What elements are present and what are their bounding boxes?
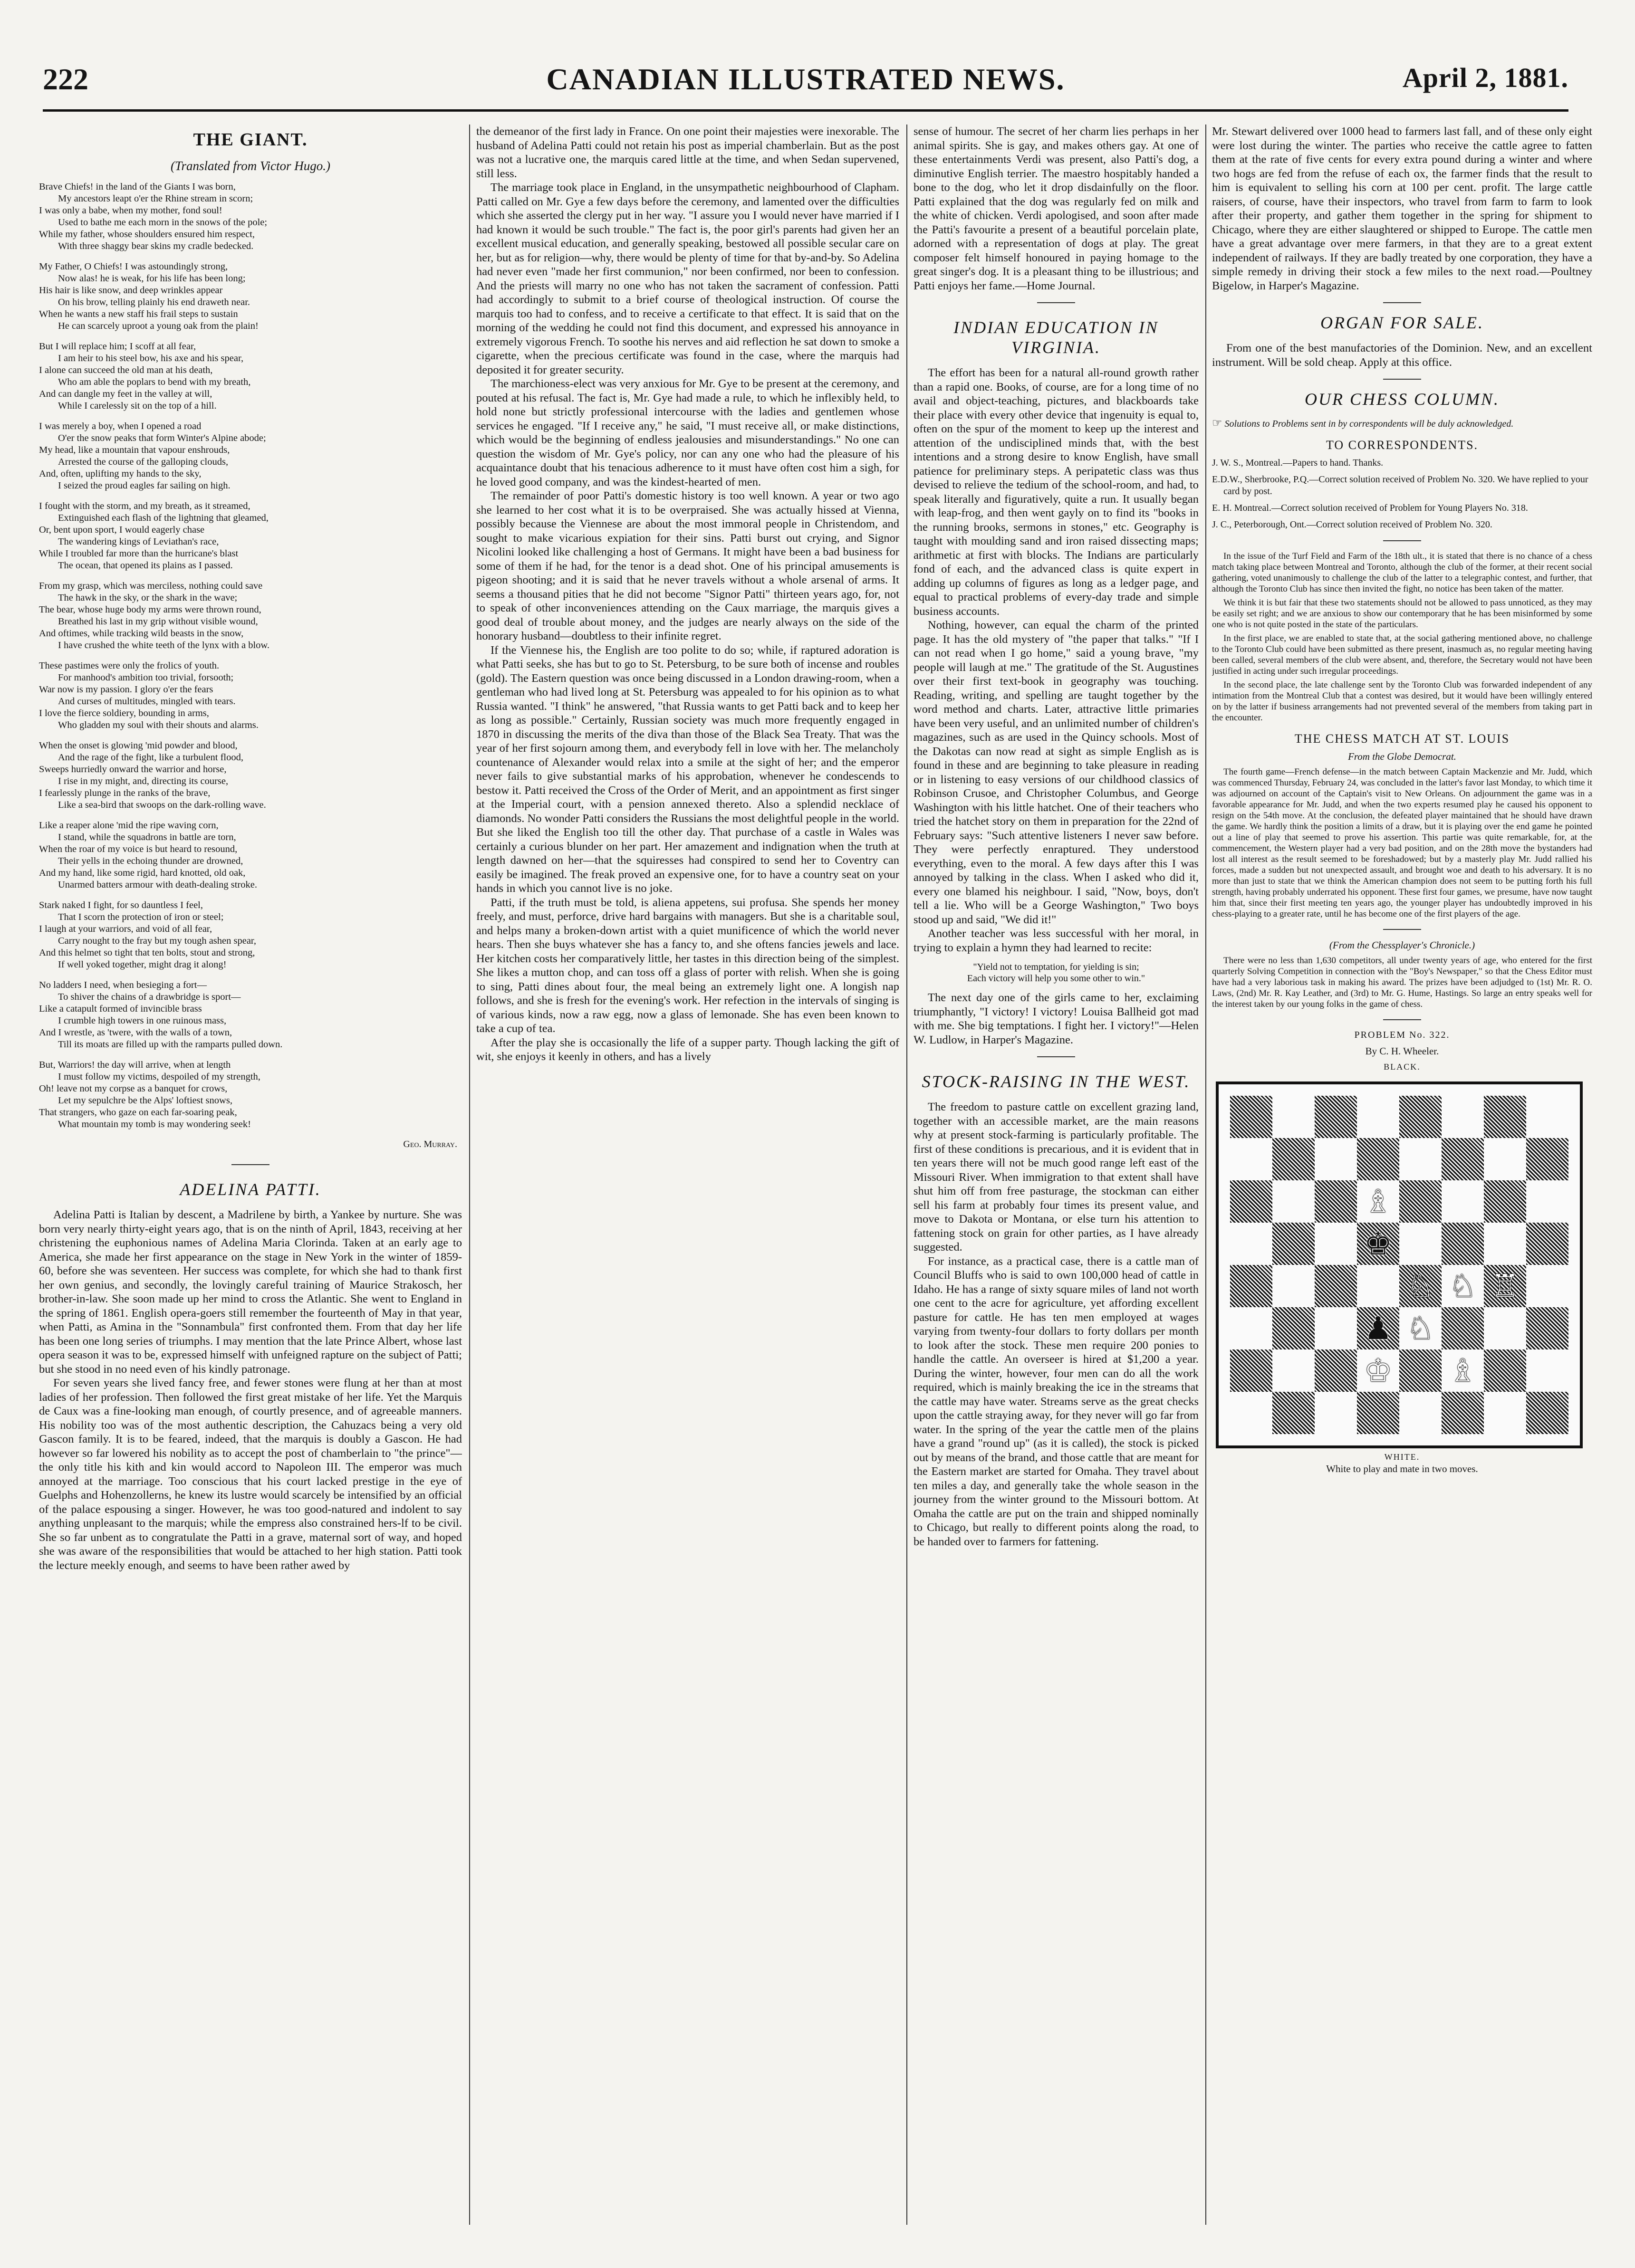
poem-line: When he wants a new staff his frail steps to sustain [39,309,238,319]
board-square-e5 [1399,1223,1442,1265]
separator [1037,1056,1075,1057]
board-square-f3 [1442,1307,1484,1349]
poem-line: My head, like a mountain that vapour enshrouds, [39,445,230,455]
chess-piece: ♘ [1406,1268,1435,1304]
match-report: The fourth game—French defense—in the match between Captain Mackenzie and Mr. Judd, which was commenced Thursday, February 24, was concluded in the latter's favor last Monday, to which time it was adjourned on account of the Captain's visit to New Orleans. On adjournment the game was in a favorable appearance for Mr. Judd, and when the two experts resumed play he caused his opponent to resign on the 54th move. At the conclusion, the defeated player maintained that he should have drawn the game. We hardly think the position a limits of a draw, but it is playing over the end game he pointed out a line of play that seemed to prove his assertion. This partie was quite remarkable, for, at the commencement, the Western player had a very bad position, and on the 28th move the bystanders had lost all interest as the result seemed to be foreshadowed; but by a masterly play Mr. Judd rallied his forces, made a sudden but not unexpected assault, and brought woe and death to his adversary. It is no more than just to state that we think the American champion does not seem to be putting forth his full strength, having probably underrated his opponent. These first four games, we presume, have now taught him that, since their first meeting ten years ago, the younger player has undoubtedly improved in his chess-playing to a greater rate, until he has become one of the first players of the age. [1212,767,1592,919]
problem-author: By C. H. Wheeler. [1365,1045,1439,1057]
article-paragraph: The next day one of the girls came to her, exclaiming triumphantly, "I victory! I victory! Louisa Ballheid got mad with me. She big temptations. I fight her. I victory!"—Helen W. Ludlow, in Harper's Magazine. [914,991,1199,1046]
board-square-e1 [1399,1392,1442,1434]
poem-stanza [39,820,462,891]
board-square-h1 [1526,1392,1568,1434]
board-square-b8 [1272,1096,1315,1138]
board-square-g6 [1484,1180,1526,1223]
poem-line: I fearlessly plunge in the ranks of the brave, [39,788,211,798]
poem-subtitle: (Translated from Victor Hugo.) [171,159,330,173]
poem-stanza [39,500,462,572]
poem-line: O'er the snow peaks that form Winter's Alpine abode; [58,433,266,443]
column-divider [1205,124,1206,2225]
chess-piece: ♘ [1406,1310,1435,1347]
board-square-b7 [1272,1138,1315,1180]
board-square-g7 [1484,1138,1526,1180]
board-square-b6 [1272,1180,1315,1223]
board-square-e2 [1399,1349,1442,1392]
article-paragraph: The remainder of poor Patti's domestic history is too well known. A year or two ago she learned to her cost what it is to be overpraised. She was actually hissed at Vienna, possibly because the Viennese are about the most immoral people in Christendom, and sought to make vicarious expiation for their sins. Patti burst out crying, and Signor Nicolini looked like challenging a host of Germans. It might have been a bad business for some of them if he had, for the tenor is a dead shot. One of his principal amusements is pigeon shooting; and it is said that he never travels without a whole arsenal of arms. It seems a thousand pities that he did not become "Signor Patti" thirteen years ago, for, not to speak of other inconveniences attending on the Caux marriage, the marquis gives a good deal of trouble about money, and the judges are nearly always on the side of the honorary husband—doubtless to their infinite regret. [476,489,899,642]
poem-line: For manhood's ambition too trivial, forsooth; [58,672,234,683]
poem-line: Till its moats are filled up with the ramparts pulled down. [58,1039,283,1050]
board-square-e4 [1399,1265,1442,1307]
board-square-c8 [1315,1096,1357,1138]
chess-piece: ♖ [1491,1268,1520,1304]
chess-piece: ♗ [1364,1183,1393,1220]
board-square-d6 [1357,1180,1399,1223]
board-square-d2 [1357,1349,1399,1392]
header-rule [43,109,1568,112]
separator [231,1164,269,1165]
poem-line: On his brow, telling plainly his end draweth near. [58,297,250,307]
board-square-e8 [1399,1096,1442,1138]
problem-caption: White to play and mate in two moves. [1326,1463,1478,1474]
correspondents-heading: TO CORRESPONDENTS. [1326,438,1479,452]
board-square-c1 [1315,1392,1357,1434]
board-square-b4 [1272,1265,1315,1307]
poem-line: These pastimes were only the frolics of youth. [39,660,220,671]
chess-paragraph: In the issue of the Turf Field and Farm of the 18th ult., it is stated that there is no chance of a chess match taking place between Montreal and Toronto, although the club of the former, at their recent social gathering, voted unanimously to challenge the club of the latter to a telegraphic contest, and further, that although the Toronto Club has since then invited the fight, no notice has been taken of the matter. [1212,551,1592,594]
poem-line: To shiver the chains of a drawbridge is sport— [58,992,241,1002]
poem-line: Unarmed batters armour with death-dealing stroke. [58,880,257,890]
poem-line: While I carelessly sit on the top of a hill. [58,401,217,411]
poem-stanza [39,261,462,332]
poem-line: The ocean, that opened its plains as I passed. [58,560,233,571]
poem-line: I seized the proud eagles far sailing on high. [58,480,231,491]
poem-line: Like a catapult formed of invincible brass [39,1004,202,1014]
poem-line: From my grasp, which was merciless, nothing could save [39,581,263,591]
board-square-g3 [1484,1307,1526,1349]
poem-line: His hair is like snow, and deep wrinkles appear [39,285,223,296]
poem-line: That I scorn the protection of iron or steel; [58,912,224,922]
board-square-g4 [1484,1265,1526,1307]
poem-line: Used to bathe me each morn in the snows of the pole; [58,217,268,228]
article-paragraph: The marriage took place in England, in the unsympathetic neighbourhood of Clapham. Patti called on Mr. Gye a few days before the ceremony, and lamented over the difficulties which she asserted the clergy put in her way. "I assure you I would never have married if I had known it would be such trouble." The fact is, the poor girl's parents had given her an excellent musical education, and generally speaking, bestowed all possible secular care on her, but as for religion—why, there would be plenty of time for that by-and-by. So Adelina had never even "made her first communion," nor been confirmed, nor been to confession. And the priests will marry no one who has not taken the sacrament of confession. Patti had accordingly to submit to a brief course of theological instruction. Of course the marquis too had to confess, and to receive a certificate to that effect. It is said that on the morning of the wedding he could not find this document, and expressed his annoyance in extremely vigorous French. To soothe his nerves and aid reflection he sat down to smoke a cigarette, when the precious certificate was found in the case, where the marquis had deposited it for greater security. [476,181,899,376]
article-paragraph: Nothing, however, can equal the charm of the printed page. It has the old mystery of "the paper that talks." "If I can not read when I go home," said a young brave, "my people will laugh at me." The gratitude of the St. Augustines over their first text-book in geography was touching. Reading, writing, and spelling are taught together by the word method and charts. Later, attractive little primaries have been very useful, and an unlimited number of children's magazines, such as are used in the Quincy schools. Most of the Dakotas can now read at sight as simple English as is found in these and are beginning to take pleasure in reading or in listening to easy versions of our childhood classics of Robinson Crusoe, and Christopher Columbus, and George Washington with his little hatchet. One of their teachers who tried the hatchet story on them in preparation for the 22nd of February says: "Such attentive listeners I never saw before. They were perfectly enraptured. They understood everything, even to the moral. A few days after this I was annoyed by talking in the class. When I asked who did it, every one blamed his neighbour. I said, "Now, boys, don't tell a lie. Who will be a George Washington," Two boys stood up and said, "We did it!" [914,619,1199,926]
poem-line: I rise in my might, and, directing its course, [58,776,229,786]
separator [1037,302,1075,303]
poem-line: But, Warriors! the day will arrive, when at length [39,1060,231,1070]
board-square-a2 [1230,1349,1272,1392]
poem-line: While I troubled far more than the hurricane's blast [39,548,239,559]
poem-line: And curses of multitudes, mingled with tears. [58,696,236,707]
article-title-stock-raising: STOCK-RAISING IN THE WEST. [922,1072,1191,1091]
chess-paragraph: In the second place, the late challenge sent by the Toronto Club was forwarded independent of any intimation from the Montreal Club that a contest was desired, but it would have been willingly entered on by the latter if business arrangements had not prevented several of the members from taking part in the encounter. [1212,680,1592,723]
chess-paragraph: We think it is but fair that these two statements should not be allowed to pass unnoticed, as they may be easily set right; and we are anxious to show our contemporary that he has been misinformed by some one who is not quite posted in the state of the particulars. [1212,598,1592,630]
poem-stanza [39,421,462,492]
poem-line: Stark naked I fight, for so dauntless I feel, [39,900,203,910]
poem-line: I alone can succeed the old man at his death, [39,365,213,375]
article-paragraph: Patti, if the truth must be told, is aliena appetens, sui profusa. She spends her money freely, and must, perforce, drive hard bargains with managers. But she is a charitable soul, and helps many a broken-down artist with a quiet munificence of which the world never hears. Then she buys whatever she has a fancy to, and she oftens fancies jewels and lace. Her kitchen costs her comparatively little, her tastes in this direction being of the simplest. She likes a mutton chop, and can toss off a glass of porter with relish. When she is going to sing, Patti dines about four, the meal being an extremely light one. A longish nap follows, and she is fresh for the evening's work. Her refection in the intervals of singing is of various kinds, now a raw egg, now a glass of lemonade. She has even been known to take a cup of tea. [476,896,899,1035]
poem-line: The hawk in the sky, or the shark in the wave; [58,593,238,603]
pointing-hand-icon: ☞ [1212,417,1222,430]
article-paragraph: sense of humour. The secret of her charm lies perhaps in her animal spirits. She is gay, and makes others gay. At one of these entertainments Verdi was present, also Patti's dog, a diminutive English terrier. The maestro hospitably handed a bone to the dog, who let it drop disdainfully on the floor. Patti explained that the dog was regularly fed on milk and the white of chicken. Verdi apologised, and soon after made the Patti's favourite a present of a beautiful porcelain plate, adorned with a representation of dogs at play. The great composer felt himself honoured in paying homage to the great singer's dog. It is a pleasant thing to be illustrious; and Patti enjoys her fame.—Home Journal. [914,125,1199,292]
poem-stanza [39,979,462,1051]
poem-line: My Father, O Chiefs! I was astoundingly strong, [39,261,228,272]
poem-line: And can dangle my feet in the valley at will, [39,389,212,399]
poem-line: That strangers, who gaze on each far-soaring peak, [39,1107,237,1118]
board-square-d5 [1357,1223,1399,1265]
board-square-c3 [1315,1307,1357,1349]
board-square-h6 [1526,1180,1568,1223]
poem-line: The wandering kings of Leviathan's race, [58,536,219,547]
chronicle-source: (From the Chessplayer's Chronicle.) [1329,939,1475,951]
separator [1383,1019,1421,1020]
article-title-indian-education: INDIAN EDUCATION IN VIRGINIA. [953,318,1159,357]
poem-stanza [39,1059,462,1130]
poem-line: Who am able the poplars to bend with my breath, [58,377,251,387]
correspondent-entry: J. W. S., Montreal.—Papers to hand. Thanks. [1212,458,1384,468]
separator [1383,540,1421,541]
poem-line: And this helmet so tight that ten bolts, stout and strong, [39,947,255,958]
article-title-patti: ADELINA PATTI. [180,1180,321,1199]
poem-line: I stand, while the squadrons in battle are torn, [58,832,236,842]
white-label: WHITE. [1384,1452,1420,1462]
poem-stanza [39,740,462,811]
article-paragraph: the demeanor of the first lady in France. On one point their majesties were inexorable. The husband of Adelina Patti could not retain his post as imperial chamberlain. But as the post was not a lucrative one, the marquis cared little at the time, and when Sedan supervened, still less. [476,125,899,180]
article-paragraph: For instance, as a practical case, there is a cattle man of Council Bluffs who is said to own 100,000 head of cattle in Idaho. He has a range of sixty square miles of land not worth one cent to the acre for agriculture, yet affording excellent pasture for cattle. He has ten men employed at wages varying from twenty-four dollars to forty dollars per month to look after the stock. These men require 200 ponies to handle the cattle. An overseer is hired at $1,200 a year. During the winter, however, four men can do all the work required, which is mainly breaking the ice in the streams that the cattle may have water. Streams serve as the great checks upon the cattle straying away, for they never will go far from water. In the spring of the year the cattle men of the plains have a grand "round up" (as it is called), the stock is picked out by means of the brand, and those cattle that are meant for the Eastern market are started for Omaha. They travel about ten miles a day, and generally take the whole season in the journey from the winter ground to the Missouri bottom. At Omaha the cattle are put on the train and shipped nominally to Chicago, but really to different points along the road, to be handed over to farmers for fattening. [914,1254,1199,1548]
column-divider [469,124,470,2225]
poem-line: Their yells in the echoing thunder are drowned, [58,856,243,866]
column-1 [39,124,462,2225]
poem-line: I was merely a boy, when I opened a road [39,421,202,431]
board-square-h7 [1526,1138,1568,1180]
page-number: 222 [43,62,88,96]
poem-line: I fought with the storm, and my breath, as it streamed, [39,501,250,511]
ad-title-organ: ORGAN FOR SALE. [1320,313,1484,332]
column-3 [914,124,1199,2225]
correspondent-entry: E.D.W., Sherbrooke, P.Q.—Correct solution received of Problem No. 320. We have replied to your card by post. [1212,474,1588,497]
poem-line: No ladders I need, when besieging a fort— [39,980,207,990]
poem-line: But I will replace him; I scoff at all fear, [39,341,196,352]
poem-line: Breathed his last in my grip without visible wound, [58,616,258,627]
board-square-d3 [1357,1307,1399,1349]
poem-line: With three shaggy bear skins my cradle bedecked. [58,241,254,251]
board-square-c4 [1315,1265,1357,1307]
poem-line: What mountain my tomb is may wondering seek! [58,1119,251,1129]
article-paragraph: The marchioness-elect was very anxious for Mr. Gye to be present at the ceremony, and pouted at his refusal. The fact is, Mr. Gye had made a rule, to which he inflexibly held, to hold none but strictly professional intercourse with the ladies and gentlemen whose services he engaged. "If I receive any," he said, "I must receive all, or make distinctions, which would be the beginning of endless jealousies and misunderstandings." No one can question the wisdom of Mr. Gye's policy, nor can any one who had the pleasure of his acquaintance doubt that his tenacious adherence to it must have often cost him a sigh, for he loved good company, and was the kindest-hearted of men. [476,377,899,488]
page-header [43,62,1568,105]
poem-stanza [39,660,462,731]
separator [1383,929,1421,930]
poem-body [39,181,462,1130]
chess-piece: ♚ [1364,1225,1393,1262]
board-square-d7 [1357,1138,1399,1180]
board-square-f2 [1442,1349,1484,1392]
column-4 [1212,124,1592,2225]
poem-line: And the rage of the fight, like a turbulent flood, [58,752,243,763]
poem-line: And oftimes, while tracking wild beasts in the snow, [39,628,244,639]
board-square-f8 [1442,1096,1484,1138]
separator [1383,379,1421,380]
board-square-c7 [1315,1138,1357,1180]
poem-line: He can scarcely uproot a young oak from the plain! [58,321,259,331]
poem-credit: Geo. Murray. [403,1139,457,1149]
poem-line: And I wrestle, as 'twere, with the walls of a town, [39,1027,232,1038]
correspondent-entry: E. H. Montreal.—Correct solution received of Problem for Young Players No. 318. [1212,503,1528,513]
chess-piece: ♔ [1364,1352,1393,1389]
board-square-c5 [1315,1223,1357,1265]
poem-line: I laugh at your warriors, and void of all fear, [39,924,212,934]
poem-stanza [39,181,462,252]
board-square-h3 [1526,1307,1568,1349]
board-square-a4 [1230,1265,1272,1307]
board-square-h2 [1526,1349,1568,1392]
poem-line: When the onset is glowing 'mid powder and blood, [39,740,238,751]
separator [1383,302,1421,303]
quote-line: "Yield not to temptation, for yielding is sin; [973,962,1139,972]
poem-line: The bear, whose huge body my arms were thrown round, [39,604,261,615]
board-square-a6 [1230,1180,1272,1223]
article-paragraph: If the Viennese his, the English are too polite to do so; while, if raptured adoration is what Patti seeks, she has but to go to St. Petersburg, to be sure both of incense and roubles (gold). The Eastern question was once being discussed in a London drawing-room, when a gentleman who had lived long at St. Petersburg was appealed to for his opinion as to what Russia wanted. "I think" he answered, "that Russia wants to get Patti back and to keep her as long as possible." Certainly, Russian society was much more frequently engaged in 1870 in discussing the merits of the diva than those of the Black Sea Treaty. That was the year of her first sojourn among them, and everybody fell in love with her. The melancholy countenance of Alexander would relax into a smile at the sight of her; and the emperor never fails to give substantial marks of his approbation, whenever he condescends to bestow it. Patti received the Cross of the Order of Merit, and an appointment as first singer at the Imperial court, with a pension annexed thereto. Also a splendid necklace of diamonds. No wonder Patti considers the Russians the most delightful people in the world. But she liked the English too till the other day. That purchase of a castle in Wales was certainly a curious blunder on her part. Her amazement and indignation when the truth at length dawned on her—that the squiresses had conspired to send her to Coventry can easily be imagined. The freak proved an expensive one, for to have a country seat on your hands in which you cannot live is no joke. [476,643,899,895]
poem-line: Carry nought to the fray but my tough ashen spear, [58,936,257,946]
article-paragraph: Another teacher was less successful with her moral, in trying to explain a hymn they had learned to recite: [914,927,1199,954]
poem-line: I have crushed the white teeth of the lynx with a blow. [58,640,269,651]
board-square-f7 [1442,1138,1484,1180]
match-heading: THE CHESS MATCH AT ST. LOUIS [1294,732,1510,746]
board-square-f4 [1442,1265,1484,1307]
board-square-f5 [1442,1223,1484,1265]
board-square-g2 [1484,1349,1526,1392]
board-square-a5 [1230,1223,1272,1265]
chess-piece: ♘ [1448,1268,1477,1304]
chess-column-title: OUR CHESS COLUMN. [1304,390,1500,409]
board-square-f6 [1442,1180,1484,1223]
poem-stanza [39,900,462,971]
chess-paragraph: In the first place, we are enabled to state that, at the social gathering mentioned above, no challenge to the Toronto Club could have been submitted as there present, inasmuch as, no regular meeting having been called, several members of the club were absent, and, therefore, the Secretary would not have been justified in acting under such irregular proceedings. [1212,633,1592,676]
board-square-h4 [1526,1265,1568,1307]
poem-line: And, often, uplifting my hands to the sky, [39,469,202,479]
poem-line: I was only a babe, when my mother, fond soul! [39,205,222,216]
board-square-d1 [1357,1392,1399,1434]
poem-line: Or, bent upon sport, I would eagerly chase [39,525,205,535]
poem-line: Extinguished each flash of the lightning that gleamed, [58,513,269,523]
board-square-e7 [1399,1138,1442,1180]
chronicle-text: There were no less than 1,630 competitors, all under twenty years of age, who entered for the first quarterly Solving Competition in connection with the "Boy's Newspaper," so that the Chess Editor must have had a very laborious task in making his award. The prizes have been adjudged to (1st) Mr. R. O. Laws, (2nd) Mr. R. Kay Leather, and (3rd) to Mr. G. Hume, Hastings. So large an entry speaks well for the interest taken by our young folks in the game of chess. [1212,956,1592,1009]
poem-line: Let my sepulchre be the Alps' loftiest snows, [58,1095,232,1106]
board-square-h8 [1526,1096,1568,1138]
chess-board [1230,1096,1568,1434]
poem-stanza [39,580,462,651]
board-square-g5 [1484,1223,1526,1265]
article-paragraph: The effort has been for a natural all-round growth rather than a rapid one. Books, of course, are for a long time of no avail and object-teaching, pictures, and blackboards take their place with every other device that ingenuity is equal to, often on the spur of the moment to keep up the interest and attention of the undisciplined minds that, with the best intentions and a strong desire to know English, have small patience for preliminary steps. A peripatetic class was thus devised to relieve the tedium of the school-room, and had, to speak literally and figuratively, quite a run. It usually began with leap-frog, and then went gayly on to find its "books in the running brooks, sermons in stones," etc. Geography is taught with moulding sand and iron raised dissecting maps; arithmetic at first with blocks. The Indians are particularly fond of each, and the advanced class is quite expert in adding up columns of figures as long as a ledger page, and equal to practical problems of every-day trade and simple business accounts. [914,366,1199,618]
board-square-c6 [1315,1180,1357,1223]
article-paragraph: Mr. Stewart delivered over 1000 head to farmers last fall, and of these only eight were lost during the winter. The parties who receive the cattle agree to fatten them at the rate of five cents for every extra pound during a winter and where two hogs are fed from the refuse of each ox, the farmer finds that the result to him is equivalent to selling his corn at 100 per cent. profit. The large cattle raisers, of course, have their inspectors, who travel from farm to farm to look after their property, and gather them together in the spring for shipment to Chicago, where they are either slaughtered or shipped to Europe. The cattle men have a great advantage over mere farmers, in that they are to a great extent independent of railways. If they are badly treated by one corporation, they have a simple remedy in driving their stock a few miles to the next road.—Poultney Bigelow, in Harper's Magazine. [1212,125,1592,292]
poem-line: Sweeps hurriedly onward the warrior and horse, [39,764,227,775]
chess-notice-text: Solutions to Problems sent in by correspondents will be duly acknowledged. [1224,419,1514,429]
poem-line: My ancestors leapt o'er the Rhine stream in scorn; [58,193,253,204]
problem-title: PROBLEM No. 322. [1354,1030,1450,1040]
poem-line: Who gladden my soul with their shouts and alarms. [58,720,259,730]
poem-line: And my hand, like some rigid, hard knotted, old oak, [39,868,246,878]
ad-text-organ: From one of the best manufactories of the Dominion. New, and an excellent instrument. Will be sold cheap. Apply at this office. [1212,342,1592,369]
poem-line: When the roar of my voice is but heard to resound, [39,844,238,854]
board-square-e6 [1399,1180,1442,1223]
chess-piece: ♗ [1448,1352,1477,1389]
poem-line: Now alas! he is weak, for his life has been long; [58,273,246,284]
board-square-h5 [1526,1223,1568,1265]
board-square-b5 [1272,1223,1315,1265]
match-source: From the Globe Democrat. [1348,751,1456,762]
board-square-a3 [1230,1307,1272,1349]
board-square-c2 [1315,1349,1357,1392]
poem-line: While my father, whose shoulders ensured him respect, [39,229,255,239]
chess-notice [1212,418,1592,430]
poem-line: I love the fierce soldiery, bounding in arms, [39,708,209,718]
poem-line: If well yoked together, might drag it along! [58,959,227,970]
board-square-b1 [1272,1392,1315,1434]
board-square-g8 [1484,1096,1526,1138]
correspondent-entry: J. C., Peterborough, Ont.—Correct solution received of Problem No. 320. [1212,519,1492,530]
board-square-g1 [1484,1392,1526,1434]
board-square-b3 [1272,1307,1315,1349]
hymn-quote [914,961,1199,984]
poem-line: Like a sea-bird that swoops on the dark-rolling wave. [58,800,266,810]
issue-date: April 2, 1881. [1402,62,1568,93]
board-square-a8 [1230,1096,1272,1138]
poem-line: Like a reaper alone 'mid the ripe waving corn, [39,820,219,831]
newspaper-title: CANADIAN ILLUSTRATED NEWS. [546,62,1065,96]
poem-line: I must follow my victims, despoiled of my strength, [58,1072,260,1082]
board-square-e3 [1399,1307,1442,1349]
article-paragraph: Adelina Patti is Italian by descent, a Madrilene by birth, a Yankee by nurture. She was born very nearly thirty-eight years ago, that is on the ninth of April, 1843, receiving at her christening the euphonious names of Adelina Maria Clorinda. Taken at an early age to America, she made her first appearance on the stage in New York in the winter of 1859-60, before she was seventeen. Her success was complete, for which she had to thank first her own genius, and secondly, the lovingly careful training of Maurice Strakosch, her brother-in-law. She soon made up her mind to cross the Atlantic. She went to England in the spring of 1861. English opera-goers still remember the fourteenth of May in that year, when Patti, as Amina in the "Sonnambula" first confronted them. From that day her life has been one long series of triumphs. I may mention that the late Prince Albert, whose last opera season it was to be, expressed himself with unfeigned rapture on the subject of Patti; but she stood in no need even of his kindly patronage. [39,1208,462,1376]
board-square-f1 [1442,1392,1484,1434]
board-square-b2 [1272,1349,1315,1392]
column-divider [906,124,907,2225]
poem-line: I am heir to his steel bow, his axe and his spear, [58,353,244,364]
article-paragraph: For seven years she lived fancy free, and fewer stones were flung at her than at most ladies of her profession. Then followed the first great mistake of her life. Yet the Marquis de Caux was a fine-looking man enough, of courtly presence, and of agreeable manners. His nobility too was of the most authentic description, the Cahuzacs being a very old Gascon family. It is to be feared, indeed, that the marquis is doubly a Gascon. He had however so far lowered his nobility as to accept the post of chamberlain to "the prince"—the only title his kith and kin would accord to Napoleon III. The emperor was much annoyed at the marriage. Too conscious that his court lacked prestige in the eye of Guelphs and Hohenzollerns, he knew its lustre would scarcely be intensified by an official of the palace espousing a singer. However, he was too good-natured and indolent to say anything unpleasant to the marquis; while the empress also constrained hers-lf to be civil. She so far unbent as to congratulate the Patti in a grave, maternal sort of way, and hoped she was aware of the responsibilities that would be attached to her high station. Patti took the lecture meekly enough, and seems to have been rather awed by [39,1377,462,1572]
poem-line: Arrested the course of the galloping clouds, [58,457,229,467]
chess-board-frame [1216,1081,1583,1448]
poem-stanza [39,341,462,412]
black-label: BLACK. [1384,1062,1421,1072]
quote-line: Each victory will help you some other to win." [967,973,1145,984]
chess-piece: ♟ [1364,1310,1393,1347]
board-square-d4 [1357,1265,1399,1307]
board-square-a1 [1230,1392,1272,1434]
article-paragraph: The freedom to pasture cattle on excellent grazing land, together with an accessible market, are the main reasons why at present stock-farming is particularly profitable. The first of these conditions is precarious, and it is evident that in ten years there will not be much good range left east of the Missouri River. When immigration to that extent shall have shut him off from free pasturage, the stockman can either sell his farm at probably four times its present value, and move to Dakota or Montana, or else turn his attention to fattening stock on grain for other parties, as I have already suggested. [914,1101,1199,1254]
poem-title: THE GIANT. [193,130,308,150]
board-square-a7 [1230,1138,1272,1180]
article-paragraph: After the play she is occasionally the life of a supper party. Though lacking the gift of wit, she enjoys it keenly in others, and has a lively [476,1036,899,1063]
poem-line: I crumble high towers in one ruinous mass, [58,1015,227,1026]
board-square-d8 [1357,1096,1399,1138]
poem-line: Brave Chiefs! in the land of the Giants I was born, [39,182,236,192]
column-2 [476,124,899,2225]
poem-line: Oh! leave not my corpse as a banquet for crows, [39,1083,228,1094]
poem-line: War now is my passion. I glory o'er the fears [39,684,213,695]
